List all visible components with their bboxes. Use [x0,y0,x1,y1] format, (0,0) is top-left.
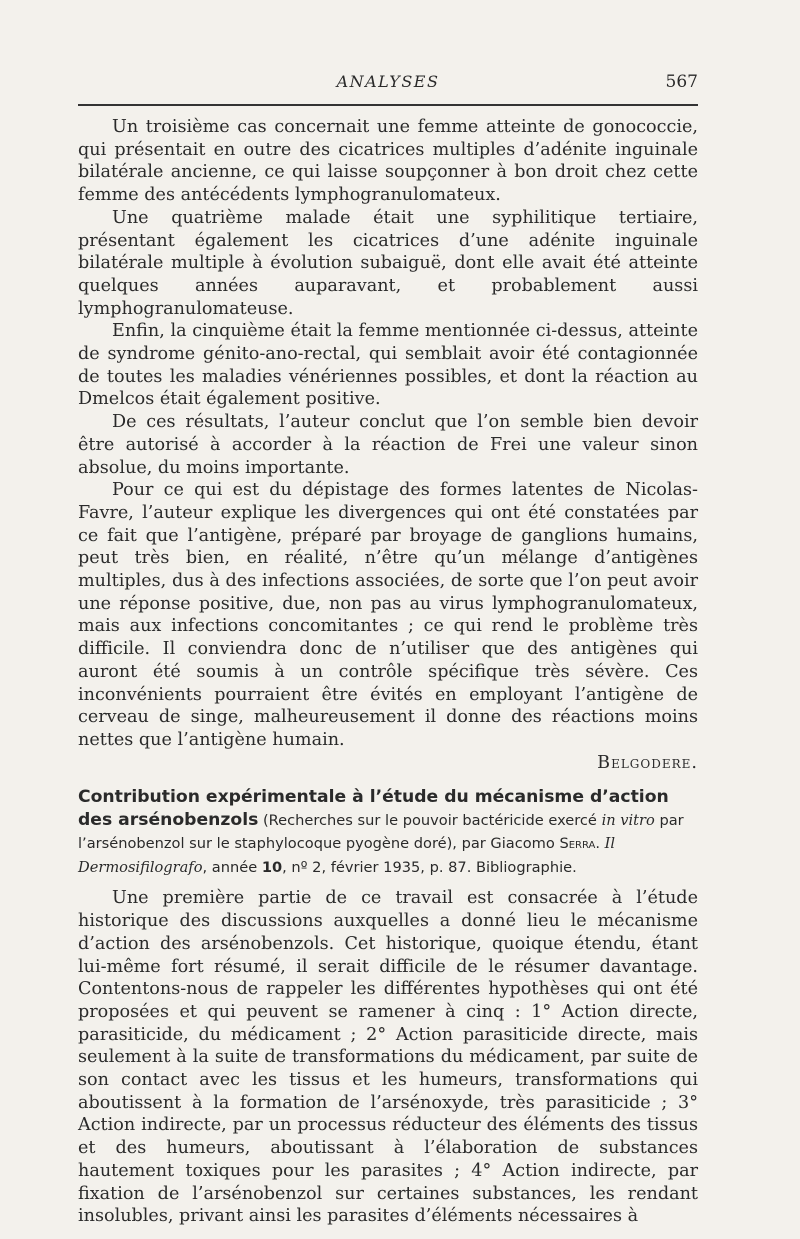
paragraph: Une quatrième malade était une syphilitique tertiaire, présentant également les cicatrices d’une adénite inguinale bilatérale multiple à évolution subaiguë, dont elle avait été atteinte quelques années auparavant, et probablement aussi lymphogranulomateuse. [78,207,698,319]
journal-name: Il Dermosifilografo [78,835,616,876]
spacer [78,879,698,887]
author-name: Serra [559,835,596,853]
paragraph: Une première partie de ce travail est consacrée à l’étude historique des discussions auxquelles a donné lieu le mécanisme d’action des arsénobenzols. Cet historique, quoique étendu, étant lui-même fort résumé, il serait difficile de le résumer davantage. Contentons-nous de rappeler les différentes hypothèses qui ont été proposées et qui peuvent se ramener à cinq : 1° Action directe, parasiticide, du médicament ; 2° Action parasiticide directe, mais seulement à la suite de transformations du médicament, par suite de son contact avec les tissus et les humeurs, transformations qui aboutissent à la formation de l’arsénoxyde, très parasiticide ; 3° Action indirecte, par un processus réducteur des éléments des tissus et des humeurs, aboutissant à l’élaboration de substances hautement toxiques pour les parasites ; 4° Action indirecte, par fixation de l’arsénobenzol sur certaines substances, les rendant insolubles, privant ainsi les parasites d’éléments nécessaires à [78,888,698,1227]
signature: Belgodere. [597,752,698,773]
subtitle-text: , année [202,858,262,876]
paragraph: Enfin, la cinquième était la femme mentionnée ci-dessus, atteinte de syndrome génito-ano-rectal, qui semblait avoir été contagionnée de toutes les maladies vénériennes possibles, et dont la réaction au Dmelcos était également positive. [78,321,698,410]
paragraph: Pour ce qui est du dépistage des formes latentes de Nicolas-Favre, l’auteur explique les divergences qui ont été constatées par ce fait que l’antigène, préparé par broyage de ganglions humains, peut très bien, en réalité, n’être qu’un mélange d’antigènes multiples, dus à des infections associées, de sorte que l’on peut avoir une réponse positive, due, non pas au virus lymphogranulomateux, mais aux infections concomitantes ; ce qui rend le problème très difficile. Il conviendra donc de n’utiliser que des antigènes qui auront été soumis à un contrôle spécifique très sévère. Ces inconvénients pourraient être évités en employant l’antigène de cerveau de singe, malheureusement il donne des réactions moins nettes que l’antigène humain. [78,480,698,750]
paragraph: De ces résultats, l’auteur conclut que l’on semble bien devoir être autorisé à accorder à la réaction de Frei une valeur sinon absolue, du moins importante. [78,412,698,478]
subtitle-text: (Recherches sur le pouvoir bactéricide exercé [258,811,602,829]
article-title: Contribution expérimentale à l’étude du mécanisme d’action des arsénobenzols [78,787,669,830]
body-text [78,116,698,1228]
article-heading [78,786,698,879]
page-number: 567 [665,72,698,92]
journal-year: 10 [261,858,283,876]
header-rule [78,104,698,106]
subtitle-text: par l’arsénobenzol sur le staphylocoque pyogène doré), par Giacomo [78,811,684,853]
running-header [78,72,698,102]
paragraph: Un troisième cas concernait une femme atteinte de gonococcie, qui présentait en outre des cicatrices multiples d’adénite inguinale bilatérale ancienne, ce qui laisse soupçonner à bon droit chez cette femme des antécédents lymphogranulomateux. [78,117,698,206]
subtitle-text: . [595,835,605,853]
subtitle-text: , nº 2, février 1935, p. 87. Bibliographie. [282,858,577,876]
subtitle-italic: in vitro [601,811,655,829]
running-title: ANALYSES [336,72,440,91]
